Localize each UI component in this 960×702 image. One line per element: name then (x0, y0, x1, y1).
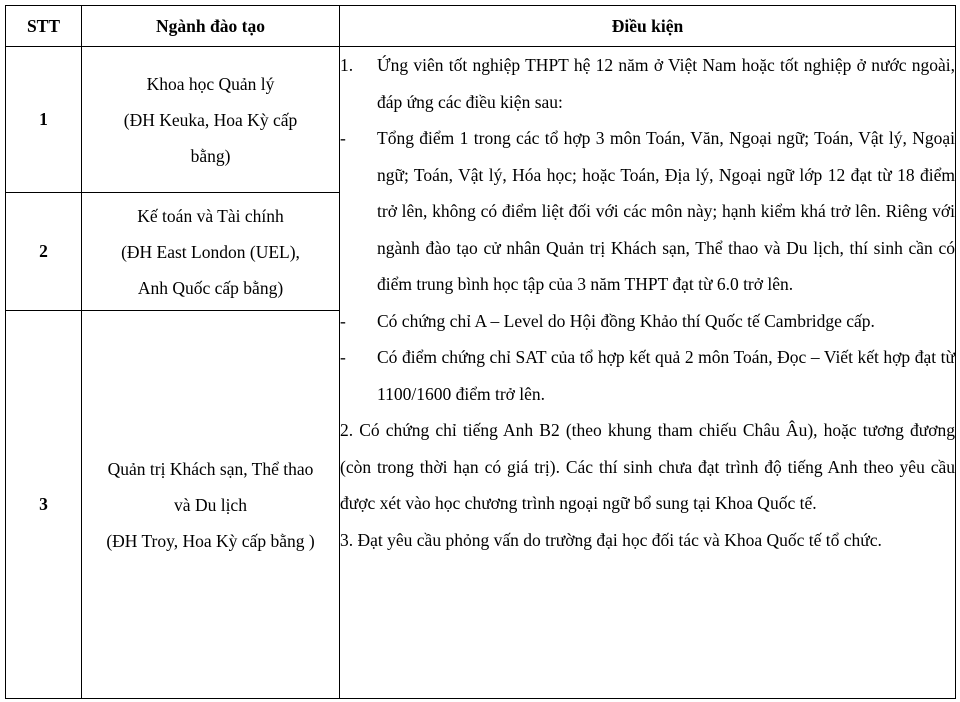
table-header-row (6, 6, 956, 47)
bullet-3-marker: - (340, 347, 346, 367)
condition-1-bullet-1 (340, 120, 955, 303)
conditions-cell (340, 47, 956, 699)
condition-2: 2. Có chứng chỉ tiếng Anh B2 (theo khung tham chiếu Châu Âu), hoặc tương đương (còn trong thời hạn có giá trị). Các thí sinh chưa đạt trình độ tiếng Anh theo yêu cầu được xét vào học chương trình ngoại ngữ bổ sung tại Khoa Quốc tế. (340, 420, 955, 513)
row-1-major (82, 47, 340, 193)
condition-3: 3. Đạt yêu cầu phỏng vấn do trường đại học đối tác và Khoa Quốc tế tổ chức. (340, 529, 882, 550)
row-2-major-line-1: Kế toán và Tài chính (137, 205, 284, 226)
row-2-major-line-2: (ĐH East London (UEL), (121, 241, 300, 262)
row-1-major-line-2: (ĐH Keuka, Hoa Kỳ cấp (123, 109, 298, 130)
bullet-1-text: Tổng điểm 1 trong các tổ hợp 3 môn Toán, Văn, Ngoại ngữ; Toán, Vật lý, Ngoại ngữ; Toán, Vật lý, Hóa học; hoặc Toán, Địa lý, Ngoại ngữ lớp 12 đạt từ 18 điểm trở lên, không có điểm liệt đối với các môn này; hạnh kiểm khá trở lên. Riêng với ngành đào tạo cử nhân Quản trị Khách sạn, Thể thao và Du lịch, thí sinh cần có điểm trung bình học tập của 3 năm THPT đạt từ 6.0 trở lên. (377, 128, 955, 294)
admission-conditions-table (5, 5, 956, 699)
bullet-2-text: Có chứng chỉ A – Level do Hội đồng Khảo thí Quốc tế Cambridge cấp. (377, 310, 875, 331)
row-1-major-line-3: bằng) (190, 145, 231, 166)
bullet-1-marker: - (340, 128, 346, 148)
row-3-major (82, 311, 340, 699)
row-3-stt: 3 (6, 311, 82, 699)
row-3-major-line-2: và Du lịch (174, 494, 247, 515)
condition-1-text: Ứng viên tốt nghiệp THPT hệ 12 năm ở Việt Nam hoặc tốt nghiệp ở nước ngoài, đáp ứng các điều kiện sau: (377, 55, 955, 112)
row-3-major-line-3: (ĐH Troy, Hoa Kỳ cấp bằng ) (106, 530, 315, 551)
row-2-major (82, 193, 340, 311)
condition-1 (340, 47, 955, 120)
header-conditions: Điều kiện (340, 6, 956, 47)
table-row (6, 47, 956, 193)
header-stt: STT (6, 6, 82, 47)
row-3-major-line-1: Quản trị Khách sạn, Thể thao (107, 458, 314, 479)
bullet-2-marker: - (340, 310, 346, 331)
condition-1-bullet-2 (340, 303, 955, 340)
row-1-stt: 1 (6, 47, 82, 193)
condition-1-marker: 1. (340, 55, 354, 75)
row-2-major-line-3: Anh Quốc cấp bằng) (137, 277, 284, 298)
row-1-major-line-1: Khoa học Quản lý (146, 73, 275, 94)
header-major: Ngành đào tạo (82, 6, 340, 47)
bullet-3-text: Có điểm chứng chỉ SAT của tổ hợp kết quả 2 môn Toán, Đọc – Viết kết hợp đạt từ 1100/1600 điểm trở lên. (377, 347, 955, 404)
condition-1-bullet-3 (340, 339, 955, 412)
row-2-stt: 2 (6, 193, 82, 311)
